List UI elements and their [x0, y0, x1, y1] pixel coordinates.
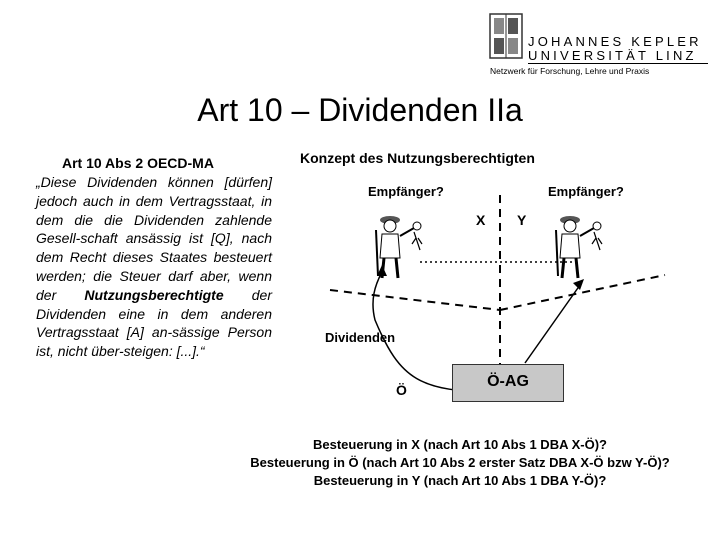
state-x-label: X [476, 212, 486, 228]
dividend-arrowhead-right [573, 279, 584, 290]
law-heading: Art 10 Abs 2 OECD-MA [62, 155, 214, 171]
state-o-label: Ö [396, 382, 407, 398]
recipient-left-label: Empfänger? [368, 184, 444, 199]
recipient-right-label: Empfänger? [548, 184, 624, 199]
taxation-question-o: Besteuerung in Ö (nach Art 10 Abs 2 erster Satz DBA X-Ö bzw Y-Ö)? [250, 455, 670, 470]
logo-line2: UNIVERSITÄT LINZ [528, 48, 697, 63]
dividends-label: Dividenden [325, 330, 396, 345]
border-left [330, 290, 500, 310]
concept-heading: Konzept des Nutzungsberechtigten [300, 150, 535, 166]
logo-line1: JOHANNES KEPLER [528, 34, 702, 49]
taxation-question-x: Besteuerung in X (nach Art 10 Abs 1 DBA X-Ö)? [313, 437, 607, 452]
taxation-question-y: Besteuerung in Y (nach Art 10 Abs 1 DBA Y-Ö)? [313, 473, 607, 488]
company-box [452, 364, 564, 402]
law-quote-bold: Nutzungsberechtigte [84, 286, 224, 303]
dividend-arrow-right [525, 285, 580, 363]
law-quote-part1: „Diese Dividenden können [dürfen] jedoch auch in dem Vertragsstaat, in dem die die Dividenden zahlende Gesell-schaft ansässig ist [Q], nach dem Recht dieses Staates besteuert werden; die Steuer darf aber, wenn der [36, 174, 272, 303]
law-quote-part2: der Dividenden eine in dem anderen Vertragsstaat [A] an-sässige Person ist, nicht über-steigen: [...].“ [36, 286, 273, 360]
state-y-label: Y [517, 212, 527, 228]
logo-tagline: Netzwerk für Forschung, Lehre und Praxis [490, 66, 650, 76]
recipient-figure-right-icon [556, 216, 602, 278]
slide-title: Art 10 – Dividenden IIa [197, 92, 523, 128]
recipient-figure-left-icon [376, 216, 422, 278]
company-box-label: Ö-AG [487, 373, 529, 390]
